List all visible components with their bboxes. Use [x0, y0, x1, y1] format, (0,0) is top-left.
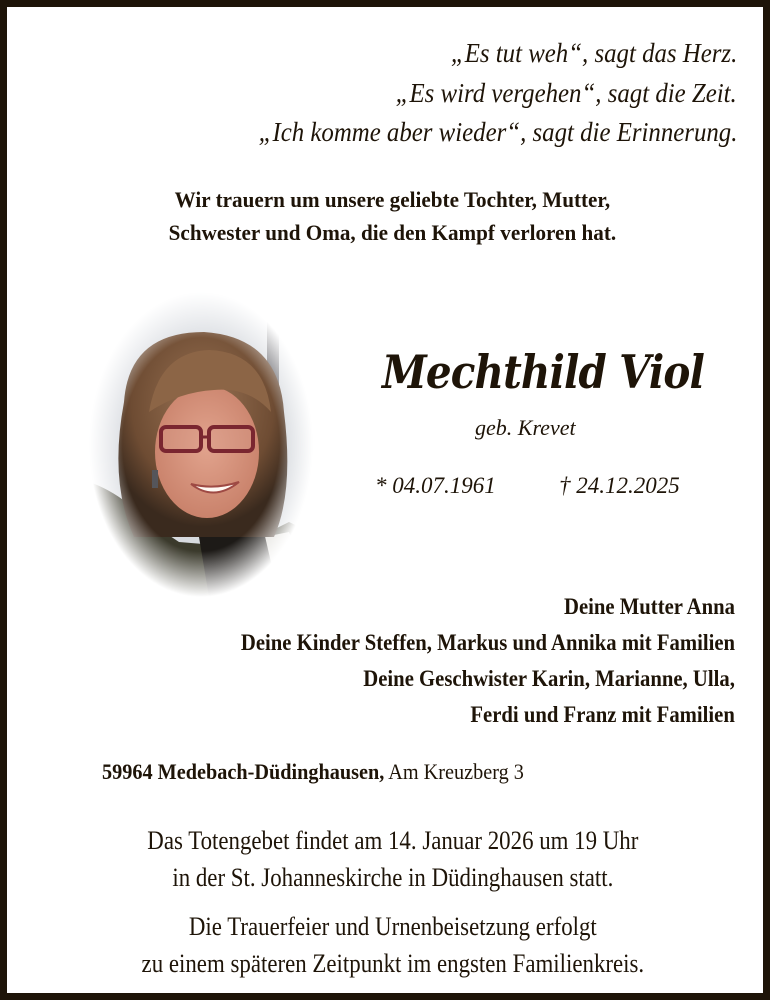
funeral-line-1: Die Trauerfeier und Urnenbeisetzung erfolgt [188, 912, 597, 941]
address [102, 761, 524, 783]
prayer-line-1: Das Totengebet findet am 14. Januar 2026 um 19 Uhr [147, 826, 639, 855]
birth-date: * 04.07.1961 [375, 473, 496, 498]
intro-line-2: Schwester und Oma, die den Kampf verloren hat. [168, 220, 617, 245]
address-place: 59964 Medebach-Düdinghausen, [102, 759, 385, 784]
portrait-photo [89, 292, 313, 597]
funeral-line-2: zu einem späteren Zeitpunkt im engsten Familienkreis. [141, 949, 645, 978]
family-line-siblings-cont: Ferdi und Franz mit Familien [470, 702, 735, 727]
maiden-name: geb. Krevet [475, 415, 576, 440]
address-street: Am Kreuzberg 3 [388, 759, 524, 784]
family-line-siblings: Deine Geschwister Karin, Marianne, Ulla, [363, 666, 735, 691]
intro-line-1: Wir trauern um unsere geliebte Tochter, Mutter, [174, 187, 611, 212]
prayer-line-2: in der St. Johanneskirche in Düdinghausen statt. [172, 863, 614, 892]
family-line-mother: Deine Mutter Anna [564, 594, 735, 619]
quote-line-2: „Es wird vergehen“, sagt die Zeit. [395, 78, 737, 108]
portrait-image [89, 292, 313, 597]
quote-line-3: „Ich komme aber wieder“, sagt die Erinnerung. [258, 117, 737, 147]
family-line-children: Deine Kinder Steffen, Markus und Annika mit Familien [240, 630, 735, 655]
quote-line-1: „Es tut weh“, sagt das Herz. [450, 38, 737, 68]
deceased-name: Mechthild Viol [381, 345, 705, 399]
death-date: † 24.12.2025 [559, 473, 680, 498]
